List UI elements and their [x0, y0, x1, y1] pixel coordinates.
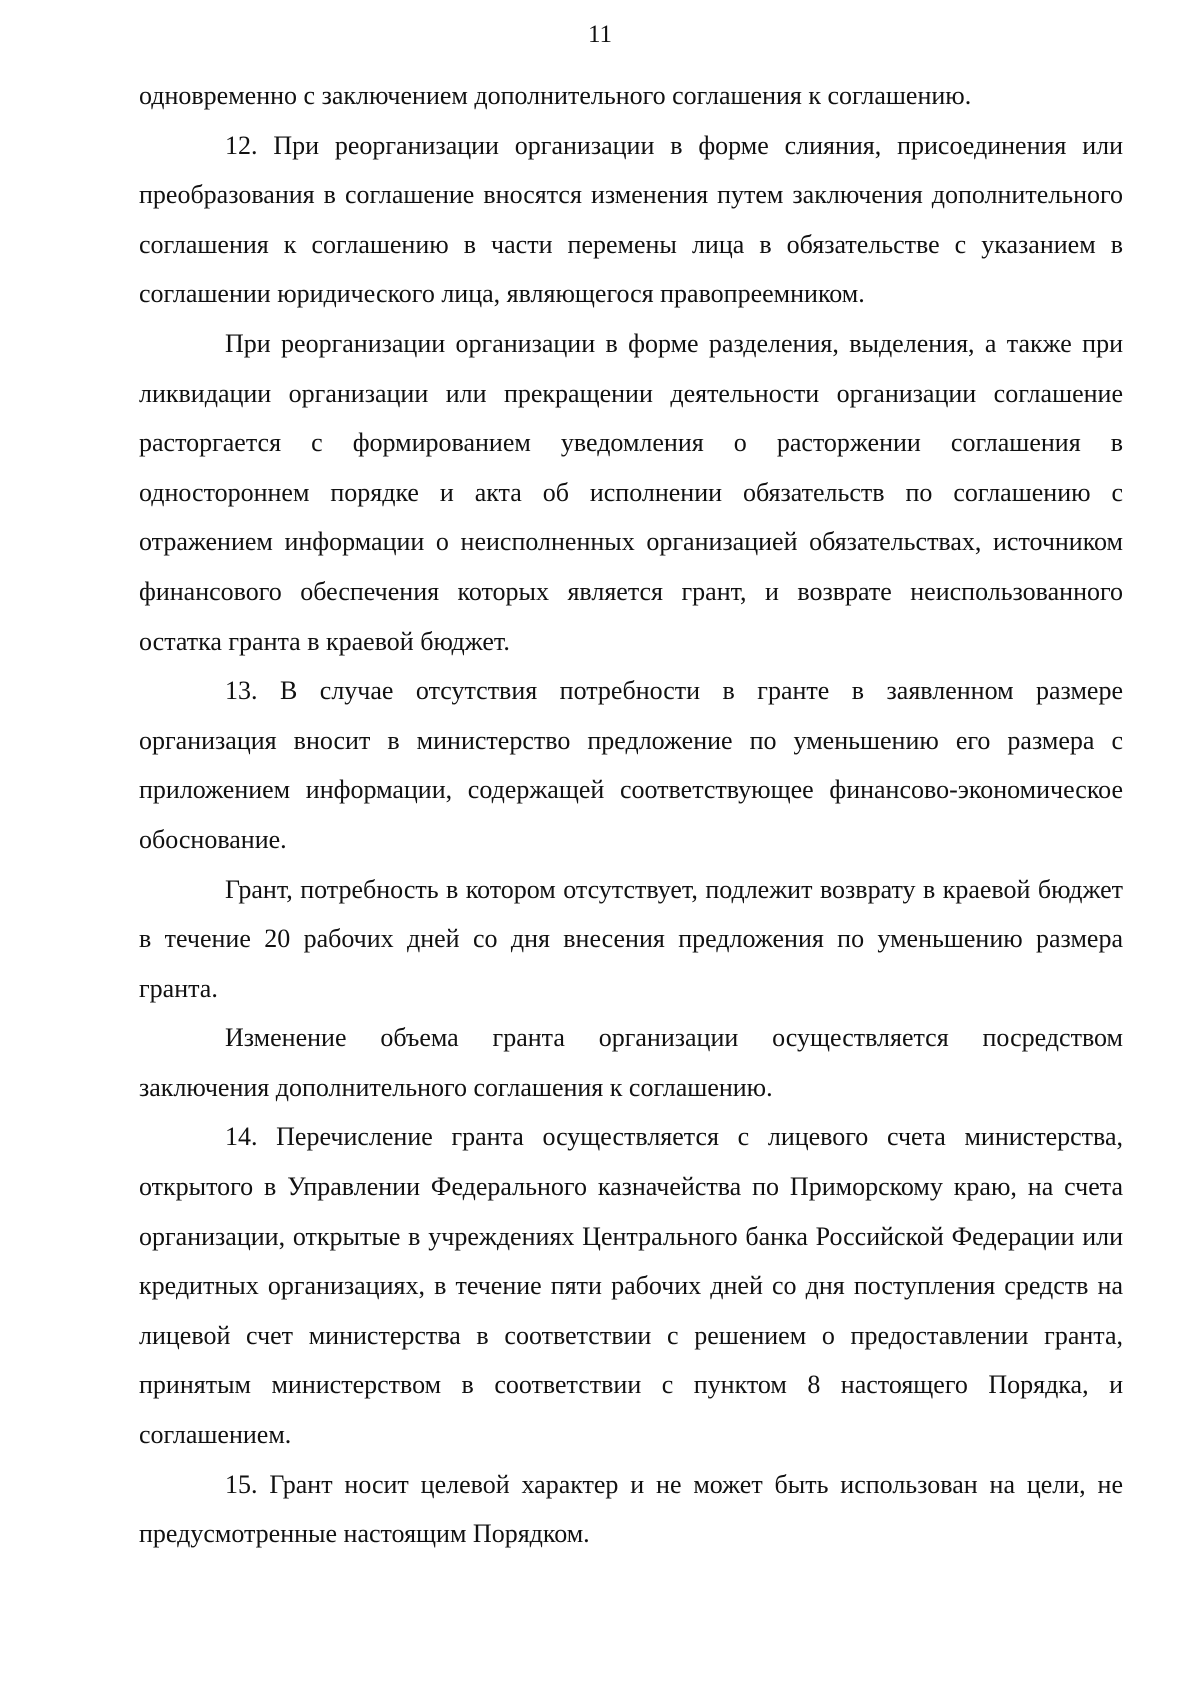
paragraph-item-12: 12. При реорганизации организации в форме слияния, присоединения или преобразования в соглашение вносятся изменения путем заключения дополнительного соглашения к соглашению в части перемены лица в обязательстве с указанием в соглашении юридического лица, являющегося правопреемником. — [139, 130, 1123, 309]
paragraph-continuation: одновременно с заключением дополнительного соглашения к соглашению. — [139, 81, 972, 110]
document-body — [139, 71, 1123, 1559]
paragraph-item-14: 14. Перечисление гранта осуществляется с лицевого счета министерства, открытого в Управлении Федерального казначейства по Приморскому краю, на счета организации, открытые в учреждениях Центрального банка Российской Федерации или кредитных организациях, в течение пяти рабочих дней со дня поступления средств на лицевой счет министерства в соответствии с решением о предоставлении гранта, принятым министерством в соответствии с пунктом 8 настоящего Порядка, и соглашением. — [139, 1122, 1123, 1450]
page-number: 11 — [587, 21, 613, 48]
paragraph-item-15: 15. Грант носит целевой характер и не может быть использован на цели, не предусмотренные настоящим Порядком. — [139, 1469, 1123, 1549]
paragraph-item-13: 13. В случае отсутствия потребности в гранте в заявленном размере организация вносит в министерство предложение по уменьшению его размера с приложением информации, содержащей соответствующее финансово-экономическое обоснование. — [139, 676, 1123, 854]
paragraph-grant-volume-change: Изменение объема гранта организации осуществляется посредством заключения дополнительного соглашения к соглашению. — [139, 1023, 1123, 1102]
paragraph-grant-return: Грант, потребность в котором отсутствует, подлежит возврату в краевой бюджет в течение 20 рабочих дней со дня внесения предложения по уменьшению размера гранта. — [139, 874, 1123, 1003]
paragraph-reorganization-liquidation: При реорганизации организации в форме разделения, выделения, а также при ликвидации организации или прекращении деятельности организации соглашение расторгается с формированием уведомления о расторжении соглашения в одностороннем порядке и акта об исполнении обязательств по соглашению с отражением информации о неисполненных организацией обязательствах, источником финансового обеспечения которых является грант, и возврате неиспользованного остатка гранта в краевой бюджет. — [139, 328, 1123, 656]
